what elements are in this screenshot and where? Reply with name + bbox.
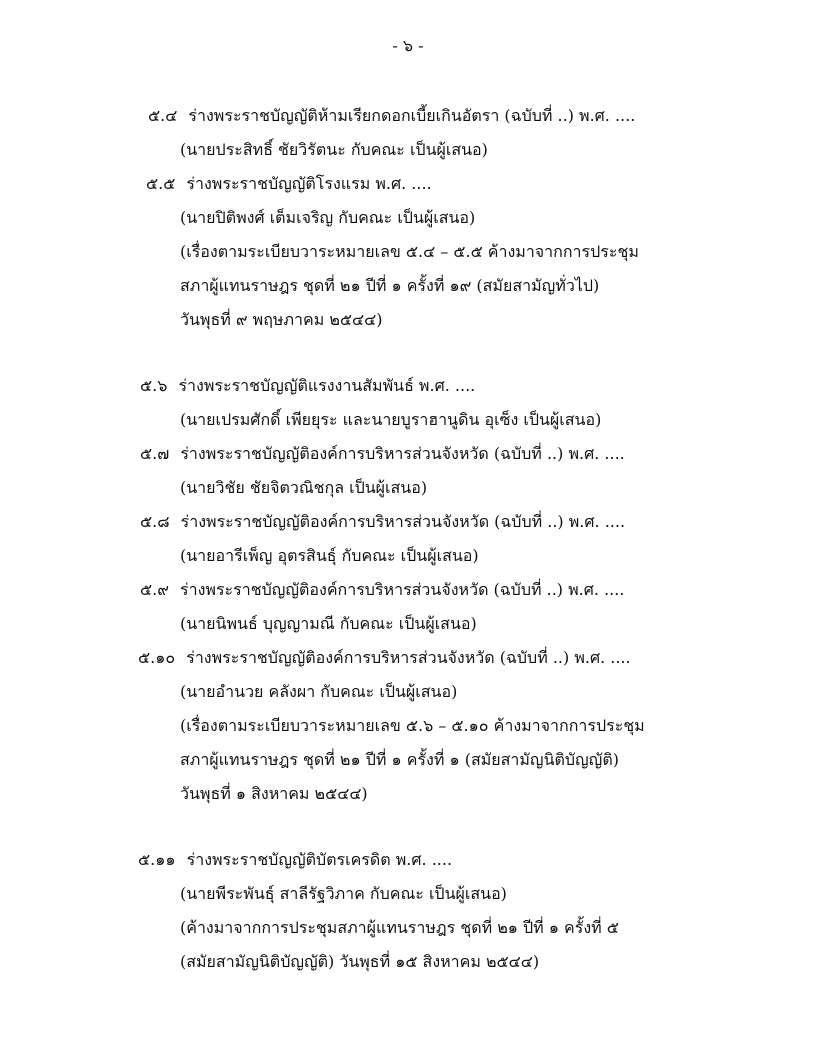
item-proposer: (นายปิติพงศ์ เต็มเจริญ กับคณะ เป็นผู้เสนอ) xyxy=(180,208,476,227)
item-note-line: (ค้างมาจากการประชุมสภาผู้แทนราษฎร ชุดที่ ๒๑ ปีที่ ๑ ครั้งที่ ๕ xyxy=(180,918,619,937)
agenda-item-5-5 xyxy=(146,174,432,194)
item-proposer: (นายพีระพันธุ์ สาลีรัฐวิภาค กับคณะ เป็นผู้เสนอ) xyxy=(180,884,507,903)
item-title: ร่างพระราชบัญญัติโรงแรม พ.ศ. .... xyxy=(186,174,432,193)
item-note-line: วันพุธที่ ๑ สิงหาคม ๒๕๔๔) xyxy=(180,784,368,803)
item-number: ๕.๙ xyxy=(140,580,169,599)
agenda-item-5-11 xyxy=(138,850,452,870)
item-proposer: (นายเปรมศักดิ์ เพียยุระ และนายบูราฮานูดิน อุเซ็ง เป็นผู้เสนอ) xyxy=(180,410,602,429)
item-title: ร่างพระราชบัญญัติองค์การบริหารส่วนจังหวัด (ฉบับที่ ..) พ.ศ. .... xyxy=(186,648,631,667)
item-title: ร่างพระราชบัญญัติแรงงานสัมพันธ์ พ.ศ. .... xyxy=(178,376,476,395)
agenda-item-5-9 xyxy=(140,580,624,600)
item-number: ๕.๑๐ xyxy=(138,648,176,667)
item-number: ๕.๑๑ xyxy=(138,850,176,869)
item-note-line: วันพุธที่ ๙ พฤษภาคม ๒๕๔๔) xyxy=(180,310,383,329)
item-number: ๕.๔ xyxy=(148,106,178,125)
item-note-line: (เรื่องตามระเบียบวาระหมายเลข ๕.๖ – ๕.๑๐ ค้างมาจากการประชุม xyxy=(180,716,645,735)
item-number: ๕.๗ xyxy=(140,444,170,463)
item-title: ร่างพระราชบัญญัติองค์การบริหารส่วนจังหวัด (ฉบับที่ ..) พ.ศ. .... xyxy=(180,444,625,463)
item-proposer: (นายอำนวย คลังผา กับคณะ เป็นผู้เสนอ) xyxy=(180,682,458,701)
item-proposer: (นายอารีเพ็ญ อุตรสินธุ์ กับคณะ เป็นผู้เสนอ) xyxy=(180,546,479,565)
item-number: ๕.๖ xyxy=(140,376,168,395)
item-note-line: สภาผู้แทนราษฎร ชุดที่ ๒๑ ปีที่ ๑ ครั้งที่ ๑๙ (สมัยสามัญทั่วไป) xyxy=(180,276,600,295)
agenda-item-5-10 xyxy=(138,648,631,668)
item-title: ร่างพระราชบัญญัติองค์การบริหารส่วนจังหวัด (ฉบับที่ ..) พ.ศ. .... xyxy=(180,512,626,531)
item-note-line: (เรื่องตามระเบียบวาระหมายเลข ๕.๔ – ๕.๕ ค้างมาจากการประชุม xyxy=(180,242,639,261)
item-note-line: สภาผู้แทนราษฎร ชุดที่ ๒๑ ปีที่ ๑ ครั้งที่ ๑ (สมัยสามัญนิติบัญญัติ) xyxy=(180,750,619,769)
item-title: ร่างพระราชบัญญัติองค์การบริหารส่วนจังหวัด (ฉบับที่ ..) พ.ศ. .... xyxy=(180,580,625,599)
item-number: ๕.๘ xyxy=(140,512,170,531)
agenda-item-5-8 xyxy=(140,512,625,532)
page-number: - ๖ - xyxy=(392,36,424,55)
item-number: ๕.๕ xyxy=(146,174,176,193)
agenda-item-5-4 xyxy=(148,106,635,126)
agenda-item-5-6 xyxy=(140,376,475,396)
item-title: ร่างพระราชบัญญัติห้ามเรียกดอกเบี้ยเกินอัตรา (ฉบับที่ ..) พ.ศ. .... xyxy=(188,106,636,125)
item-proposer: (นายนิพนธ์ บุญญามณี กับคณะ เป็นผู้เสนอ) xyxy=(180,614,477,633)
item-proposer: (นายวิชัย ชัยจิตวณิชกุล เป็นผู้เสนอ) xyxy=(180,478,428,497)
item-proposer: (นายประสิทธิ์ ชัยวิรัตนะ กับคณะ เป็นผู้เสนอ) xyxy=(180,140,488,159)
item-title: ร่างพระราชบัญญัติบัตรเครดิต พ.ศ. .... xyxy=(186,850,453,869)
agenda-item-5-7 xyxy=(140,444,625,464)
item-note-line: (สมัยสามัญนิติบัญญัติ) วันพุธที่ ๑๕ สิงหาคม ๒๕๔๔) xyxy=(180,952,540,971)
